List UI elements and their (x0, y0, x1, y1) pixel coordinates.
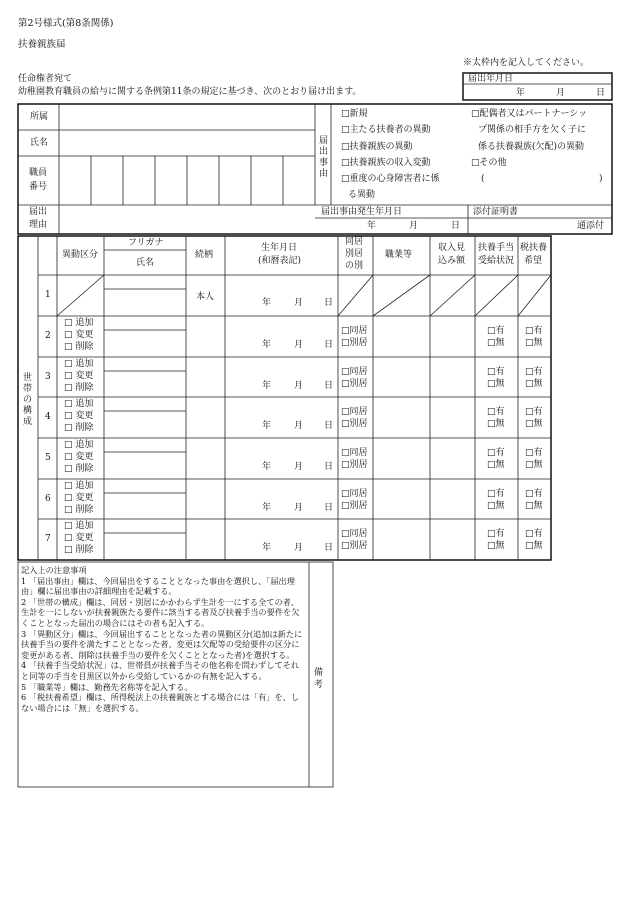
filing-day: 日 (596, 88, 606, 98)
cohabit-checkbox[interactable]: □同居 (341, 407, 368, 417)
section-label-char: 構 (23, 406, 33, 416)
change-add-checkbox[interactable]: □ 追加 (64, 359, 94, 369)
change-delete-checkbox[interactable]: □ 削除 (64, 342, 94, 352)
birth-year: 年 (262, 340, 272, 350)
tax-no-checkbox[interactable]: □無 (525, 338, 543, 348)
birth-day: 日 (324, 462, 334, 472)
affiliation-label: 所属 (30, 112, 49, 122)
col-cohabit-3: の別 (345, 261, 364, 271)
remarks-label-char: 考 (314, 680, 324, 690)
allowance-no-checkbox[interactable]: □無 (487, 379, 505, 389)
change-modify-checkbox[interactable]: □ 変更 (64, 330, 94, 340)
birth-year: 年 (262, 421, 272, 431)
change-modify-checkbox[interactable]: □ 変更 (64, 411, 94, 421)
event-month: 月 (409, 221, 419, 231)
col-allowance-1: 扶養手当 (478, 243, 515, 253)
tax-yes-checkbox[interactable]: □有 (525, 489, 543, 499)
event-income-change-checkbox[interactable]: □扶養親族の収入変動 (341, 158, 431, 168)
birth-day: 日 (324, 340, 334, 350)
separate-checkbox[interactable]: □別居 (341, 379, 368, 389)
event-label-char: 出 (319, 147, 329, 157)
change-delete-checkbox[interactable]: □ 削除 (64, 383, 94, 393)
separate-checkbox[interactable]: □別居 (341, 541, 368, 551)
event-other-open-paren: ( (481, 174, 485, 184)
birth-month: 月 (294, 421, 304, 431)
change-add-checkbox[interactable]: □ 追加 (64, 481, 94, 491)
tax-no-checkbox[interactable]: □無 (525, 379, 543, 389)
birth-year: 年 (262, 503, 272, 513)
cohabit-checkbox[interactable]: □同居 (341, 367, 368, 377)
allowance-no-checkbox[interactable]: □無 (487, 501, 505, 511)
col-occupation: 職業等 (385, 250, 413, 260)
birth-month: 月 (294, 503, 304, 513)
allowance-yes-checkbox[interactable]: □有 (487, 326, 505, 336)
cohabit-checkbox[interactable]: □同居 (341, 489, 368, 499)
attachment-value: 通添付 (577, 221, 605, 231)
reason-label-1: 届出 (29, 207, 48, 217)
row-number: 7 (45, 534, 51, 544)
birth-day: 日 (324, 543, 334, 553)
note-item: 6 「税扶養希望」欄は、所得税法上の扶養親族とする場合には「有」を、しない場合には「無」を選択する。 (21, 692, 300, 713)
row-number: 5 (45, 453, 51, 463)
form-number: 第2号様式(第8条関係) (18, 18, 114, 29)
tax-no-checkbox[interactable]: □無 (525, 541, 543, 551)
col-furigana: フリガナ (128, 238, 164, 248)
cohabit-checkbox[interactable]: □同居 (341, 326, 368, 336)
notes-section (21, 565, 307, 713)
section-label-char: 帯 (23, 384, 33, 394)
row1-day: 日 (324, 298, 334, 308)
tax-no-checkbox[interactable]: □無 (525, 419, 543, 429)
event-label-char: 届 (319, 136, 329, 146)
change-modify-checkbox[interactable]: □ 変更 (64, 371, 94, 381)
col-tax-1: 税扶養 (520, 243, 548, 253)
tax-no-checkbox[interactable]: □無 (525, 460, 543, 470)
event-dependent-change-checkbox[interactable]: □扶養親族の異動 (341, 142, 413, 152)
birth-month: 月 (294, 381, 304, 391)
col-tax-2: 希望 (524, 256, 543, 266)
change-modify-checkbox[interactable]: □ 変更 (64, 452, 94, 462)
col-income-1: 収入見 (438, 243, 466, 253)
event-disability-checkbox[interactable]: □重度の心身障害者に係 (341, 174, 440, 184)
allowance-no-checkbox[interactable]: □無 (487, 460, 505, 470)
event-date-label: 届出事由発生年月日 (321, 207, 403, 217)
allowance-no-checkbox[interactable]: □無 (487, 338, 505, 348)
change-delete-checkbox[interactable]: □ 削除 (64, 545, 94, 555)
row-number: 2 (45, 331, 51, 341)
birth-month: 月 (294, 340, 304, 350)
change-delete-checkbox[interactable]: □ 削除 (64, 505, 94, 515)
col-birth-1: 生年月日 (261, 243, 298, 253)
change-delete-checkbox[interactable]: □ 削除 (64, 423, 94, 433)
event-new-checkbox[interactable]: □新規 (341, 109, 368, 119)
filing-year: 年 (516, 88, 526, 98)
allowance-yes-checkbox[interactable]: □有 (487, 367, 505, 377)
col-change-type: 異動区分 (62, 250, 99, 260)
notes-title: 記入上の注意事項 (21, 565, 87, 575)
event-label-char: 事 (319, 158, 329, 168)
note-item: 5 「職業等」欄は、勤務先名称等を記入する。 (21, 681, 193, 692)
reason-label-2: 理由 (29, 220, 48, 230)
birth-year: 年 (262, 543, 272, 553)
note-item: 1 「届出事由」欄は、今回届出をすることとなった事由を選択し、「届出理由」欄に届出事由の詳細理由を記載する。 (21, 575, 295, 597)
change-add-checkbox[interactable]: □ 追加 (64, 399, 94, 409)
event-spouse-cont-2: 係る扶養親族(欠配)の異動 (478, 142, 585, 152)
tax-yes-checkbox[interactable]: □有 (525, 367, 543, 377)
instruction-text: ※太枠内を記入してください。 (463, 58, 590, 68)
row1-month: 月 (294, 298, 304, 308)
birth-month: 月 (294, 543, 304, 553)
event-disability-cont: る異動 (348, 190, 376, 200)
section-label-char: 世 (23, 373, 33, 383)
event-spouse-checkbox[interactable]: □配偶者又はパートナーシッ (471, 109, 588, 119)
staff-no-label-1: 職員 (29, 168, 48, 178)
col-name: 氏名 (136, 258, 155, 268)
allowance-yes-checkbox[interactable]: □有 (487, 407, 505, 417)
allowance-no-checkbox[interactable]: □無 (487, 541, 505, 551)
col-income-2: 込み額 (438, 256, 466, 266)
event-label-char: 由 (319, 169, 329, 179)
statement: 幼稚園教育職員の給与に関する条例第11条の規定に基づき、次のとおり届け出ます。 (18, 87, 362, 97)
separate-checkbox[interactable]: □別居 (341, 460, 368, 470)
birth-month: 月 (294, 462, 304, 472)
remarks-label-char: 備 (314, 668, 324, 678)
allowance-yes-checkbox[interactable]: □有 (487, 489, 505, 499)
section-label-char: 成 (23, 417, 33, 427)
note-item: 4 「扶養手当受給状況」は、世帯員が扶養手当その他名称を問わずしてそれと同等の手当を目黒区以外から受給しているかの有無を記入する。 (21, 660, 300, 681)
addressee: 任命権者宛て (18, 74, 73, 84)
cohabit-checkbox[interactable]: □同居 (341, 529, 368, 539)
tax-yes-checkbox[interactable]: □有 (525, 407, 543, 417)
change-modify-checkbox[interactable]: □ 変更 (64, 493, 94, 503)
cohabit-checkbox[interactable]: □同居 (341, 448, 368, 458)
birth-day: 日 (324, 381, 334, 391)
allowance-yes-checkbox[interactable]: □有 (487, 448, 505, 458)
name-label: 氏名 (30, 138, 49, 148)
col-relation: 続柄 (195, 250, 214, 260)
event-other-close-paren: ) (599, 174, 603, 184)
form-title: 扶養親族届 (18, 39, 66, 50)
note-item: 2 「世帯の構成」欄は、同居・別居にかかわらず生計を一にする全ての者、生計を一にしないが扶養親族たる要件に該当する者及び扶養手当の要件を欠くこととなった届出の場合にはその者も記入する。 (21, 596, 300, 628)
change-add-checkbox[interactable]: □ 追加 (64, 318, 94, 328)
separate-checkbox[interactable]: □別居 (341, 338, 368, 348)
change-delete-checkbox[interactable]: □ 削除 (64, 464, 94, 474)
col-cohabit-1: 同居 (345, 237, 364, 247)
birth-day: 日 (324, 503, 334, 513)
event-main-supporter-checkbox[interactable]: □主たる扶養者の異動 (341, 125, 431, 135)
change-modify-checkbox[interactable]: □ 変更 (64, 533, 94, 543)
row-number: 4 (45, 412, 51, 422)
allowance-yes-checkbox[interactable]: □有 (487, 529, 505, 539)
tax-yes-checkbox[interactable]: □有 (525, 529, 543, 539)
col-birth-2: (和暦表記) (258, 256, 302, 266)
change-add-checkbox[interactable]: □ 追加 (64, 521, 94, 531)
birth-year: 年 (262, 381, 272, 391)
note-item: 3 「異動区分」欄は、今回届出することとなった者の異動区分(追加は新たに扶養手当の要件を満たすこととなった者、変更は欠配等の受給要件の区分に変更がある者、削除は扶養手当の要件を欠くこととなった者)を選択する。 (21, 628, 303, 660)
staff-no-label-2: 番号 (29, 182, 48, 192)
tax-yes-checkbox[interactable]: □有 (525, 326, 543, 336)
row-number: 1 (45, 290, 51, 300)
birth-year: 年 (262, 462, 272, 472)
allowance-no-checkbox[interactable]: □無 (487, 419, 505, 429)
row1-relation: 本人 (196, 292, 215, 302)
tax-yes-checkbox[interactable]: □有 (525, 448, 543, 458)
filing-month: 月 (556, 88, 566, 98)
change-add-checkbox[interactable]: □ 追加 (64, 440, 94, 450)
event-other-checkbox[interactable]: □その他 (471, 158, 507, 168)
birth-day: 日 (324, 421, 334, 431)
separate-checkbox[interactable]: □別居 (341, 419, 368, 429)
row-number: 3 (45, 372, 51, 382)
tax-no-checkbox[interactable]: □無 (525, 501, 543, 511)
row-number: 6 (45, 494, 51, 504)
section-label-char: の (23, 395, 33, 405)
attachment-label: 添付証明書 (473, 207, 519, 217)
row1-year: 年 (262, 298, 272, 308)
event-year: 年 (367, 221, 377, 231)
filing-date-label: 届出年月日 (468, 74, 514, 84)
event-day: 日 (451, 221, 461, 231)
col-cohabit-2: 別居 (345, 249, 364, 259)
col-allowance-2: 受給状況 (478, 256, 515, 266)
event-spouse-cont-1: プ関係の相手方を欠く子に (478, 125, 587, 135)
separate-checkbox[interactable]: □別居 (341, 501, 368, 511)
